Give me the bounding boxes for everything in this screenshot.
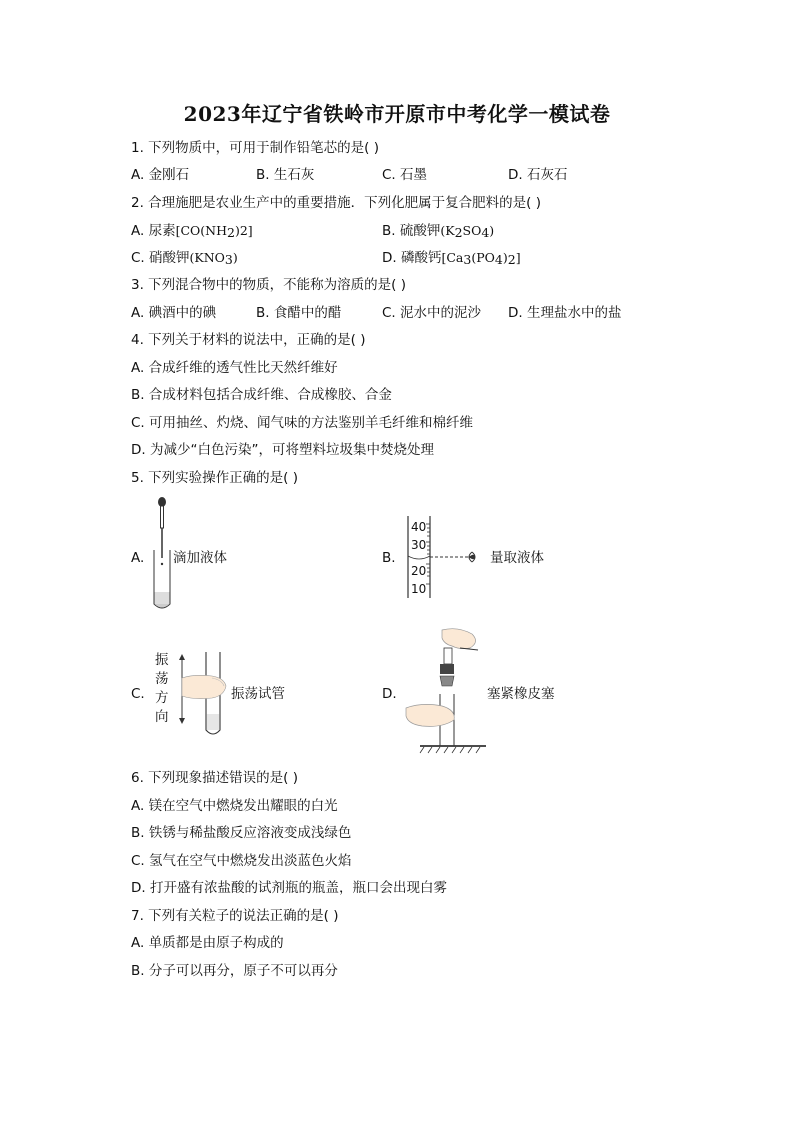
q6-option-b: B. 铁锈与稀盐酸反应溶液变成浅绿色	[131, 825, 352, 841]
q2-option-d-s1: 3	[463, 252, 472, 267]
q5-option-b-letter: B.	[382, 550, 396, 566]
cylinder-tick-10: 10	[411, 582, 427, 596]
shake-direction-char-2: 荡	[155, 671, 169, 687]
cylinder-tick-30: 30	[411, 538, 427, 552]
q5-option-c-label: 振荡试管	[231, 686, 285, 702]
q6-option-d: D. 打开盛有浓盐酸的试剂瓶的瓶盖，瓶口会出现白雾	[131, 880, 447, 896]
question-4-stem: 4. 下列关于材料的说法中，正确的是( )	[131, 332, 366, 348]
q5-option-b-label: 量取液体	[490, 550, 544, 566]
q1-option-c: C. 石墨	[382, 167, 428, 183]
q2-option-c-f1: (KNO	[189, 250, 225, 265]
q2-option-a-sub: 2	[227, 225, 235, 240]
q7-option-a: A. 单质都是由原子构成的	[131, 935, 284, 951]
question-2-stem: 2. 合理施肥是农业生产中的重要措施．下列化肥属于复合肥料的是( )	[131, 195, 541, 211]
q2-option-b-s1: 2	[454, 225, 463, 240]
q2-option-b-f3: )	[489, 223, 495, 238]
shake-direction-char-3: 方	[155, 690, 169, 706]
q2-option-d-f2: (PO	[471, 250, 495, 265]
q2-option-d-s2: 4	[494, 252, 503, 267]
q5-option-d-letter: D.	[382, 686, 397, 702]
q3-option-d: D. 生理盐水中的盐	[508, 305, 622, 321]
q7-option-b: B. 分子可以再分，原子不可以再分	[131, 963, 338, 979]
q3-option-a: A. 碘酒中的碘	[131, 305, 217, 321]
q2-option-a-text: A. 尿素	[131, 223, 176, 239]
q2-option-d-text: D. 磷酸钙	[382, 250, 442, 266]
q2-option-c	[131, 249, 238, 269]
q1-option-b: B. 生石灰	[256, 167, 315, 183]
cylinder-tick-20: 20	[411, 564, 427, 578]
q5-option-a-letter: A.	[131, 550, 145, 566]
q4-option-c: C. 可用抽丝、灼烧、闻气味的方法鉴别羊毛纤维和棉纤维	[131, 415, 474, 431]
q2-option-d	[382, 249, 521, 269]
q2-option-a-formula: [CO(NH	[175, 223, 227, 238]
q2-option-c-f2: )	[232, 250, 238, 265]
question-3-stem: 3. 下列混合物中的物质，不能称为溶质的是( )	[131, 277, 406, 293]
q2-option-c-s1: 3	[224, 252, 233, 267]
q3-option-c: C. 泥水中的泥沙	[382, 305, 482, 321]
q2-option-d-f3: )	[502, 250, 508, 265]
page-title: 2023年辽宁省铁岭市开原市中考化学一模试卷	[183, 102, 611, 126]
q2-option-c-text: C. 硝酸钾	[131, 250, 190, 266]
shake-direction-char-1: 振	[155, 652, 169, 668]
shake-direction-char-4: 向	[155, 709, 169, 725]
q1-option-a: A. 金刚石	[131, 167, 190, 183]
question-1-stem: 1. 下列物质中，可用于制作铅笔芯的是( )	[131, 140, 379, 156]
q4-option-d: D. 为减少“白色污染”，可将塑料垃圾集中焚烧处理	[131, 442, 434, 458]
q6-option-c: C. 氢气在空气中燃烧发出淡蓝色火焰	[131, 853, 352, 869]
q2-option-a-end: )2]	[234, 223, 253, 238]
q4-option-a: A. 合成纤维的透气性比天然纤维好	[131, 360, 338, 376]
q2-option-b-s2: 4	[481, 225, 490, 240]
q2-option-d-f4: ]	[515, 250, 521, 265]
q2-option-b-f1: (K	[440, 223, 455, 238]
q3-option-b: B. 食醋中的醋	[256, 305, 342, 321]
question-7-stem: 7. 下列有关粒子的说法正确的是( )	[131, 908, 339, 924]
shaking-test-tube-figure	[172, 648, 232, 740]
question-5-stem: 5. 下列实验操作正确的是( )	[131, 470, 298, 486]
q2-option-a	[131, 222, 253, 242]
q5-option-c-letter: C.	[131, 686, 145, 702]
q2-option-b-text: B. 硫酸钾	[382, 223, 441, 239]
q2-option-b	[382, 222, 494, 242]
q1-option-d: D. 石灰石	[508, 167, 568, 183]
cylinder-tick-40: 40	[411, 520, 427, 534]
q2-option-b-f2: SO	[462, 223, 482, 238]
question-6-stem: 6. 下列现象描述错误的是( )	[131, 770, 298, 786]
q5-option-d-label: 塞紧橡皮塞	[487, 686, 555, 702]
q6-option-a: A. 镁在空气中燃烧发出耀眼的白光	[131, 798, 338, 814]
q2-option-d-f1: [Ca	[441, 250, 464, 265]
q4-option-b: B. 合成材料包括合成纤维、合成橡胶、合金	[131, 387, 392, 403]
q2-option-d-s3: 2	[507, 252, 516, 267]
q5-option-a-label: 滴加液体	[173, 550, 227, 566]
